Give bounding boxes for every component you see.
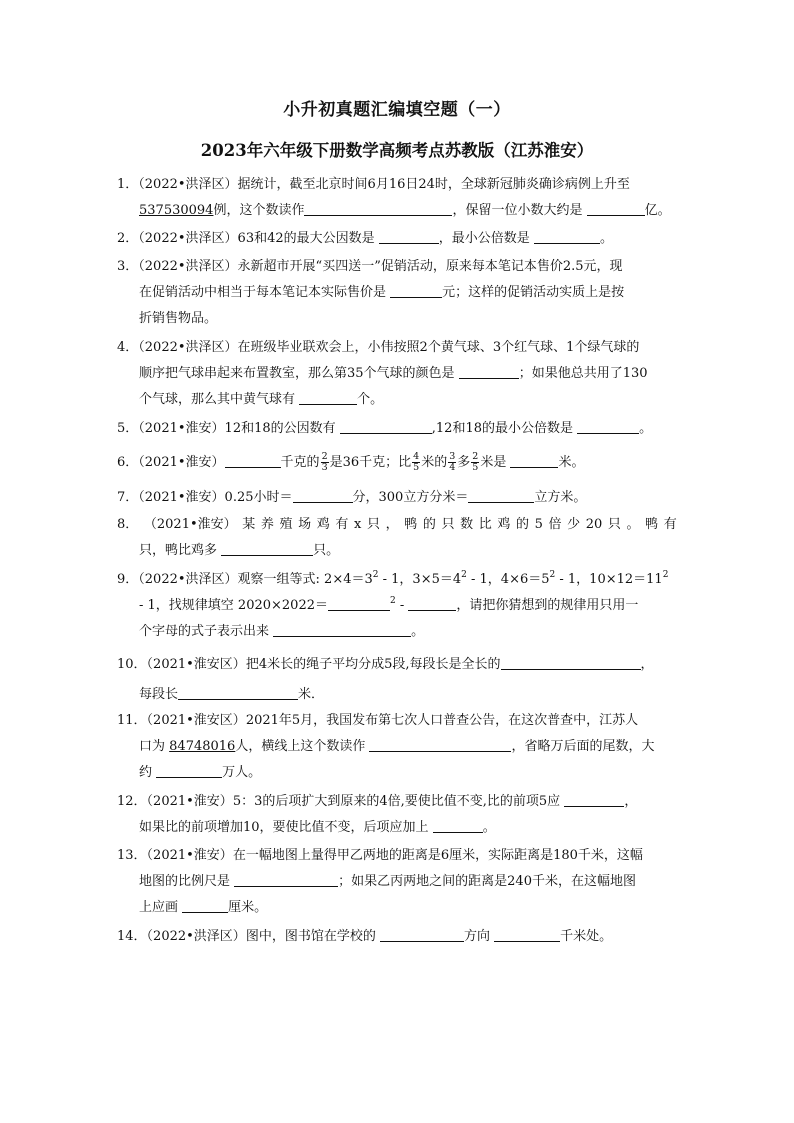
question-8-word: 有 xyxy=(335,517,349,532)
question-8-first-line: 8． （2021•淮安） 某 养 殖 场 鸡 有 x 只 ， 鸭 的 只 数 比 鸡 的 5 倍 少 20 只 。 鸭 有 xyxy=(117,512,677,538)
question-8-word: 只 xyxy=(607,517,621,532)
question-8-word: 比 xyxy=(478,517,492,532)
answer-blank[interactable] xyxy=(178,684,298,700)
answer-blank[interactable] xyxy=(459,363,519,379)
answer-blank[interactable] xyxy=(534,228,600,244)
answer-blank[interactable] xyxy=(273,621,411,637)
question-9: 9．（2022•洪泽区）观察一组等式: $2\times 4=3^2 - 1$，$3\times 5=4^2 - 1$，$4\times 6=5^2 - 1$，$10\times 12=11^2$ - 1，找规律填空 2020×2022＝ $^2$ - ，请把你猜想到的规律用只用一 个字母的式子表示出来 。 xyxy=(117,570,669,639)
question-11: 11．（2021•淮安区）2021年5月，我国发布第七次人口普查公告，在这次普查中，江苏人 口为 84748016人，横线上这个数读作 ，省略万后面的尾数，大 约 万人。 xyxy=(117,713,655,780)
question-8-word: 的 xyxy=(515,517,529,532)
question-4: 4．（2022•洪泽区）在班级毕业联欢会上，小伟按照2个黄气球、3个红气球、1个绿气球的 顺序把气球串起来布置教室，那么第35个气球的颜色是 ；如果他总共用了130 个气球，那么其中黄气球有 个。 xyxy=(117,340,648,407)
answer-blank[interactable] xyxy=(299,389,357,405)
answer-blank[interactable] xyxy=(379,228,439,244)
question-2: 2．（2022•洪泽区）63和42的最大公因数是 ，最小公倍数是 。 xyxy=(117,226,677,252)
question-8-word: 倍 xyxy=(548,517,562,532)
answer-blank[interactable] xyxy=(501,654,641,670)
answer-blank[interactable] xyxy=(408,595,456,611)
question-8-word: 少 xyxy=(567,517,581,532)
underlined-number: 537530094 xyxy=(139,203,214,218)
question-8-word: 的 xyxy=(422,517,436,532)
answer-blank[interactable] xyxy=(587,200,645,216)
question-7: 7．（2021•淮安）0.25小时＝ 分，300立方分米＝ 立方米。 xyxy=(117,485,677,511)
question-5: 5．（2021•淮安）12和18的公因数有 ,12和18的最小公倍数是 。 xyxy=(117,416,677,442)
answer-blank[interactable] xyxy=(234,871,338,887)
answer-blank[interactable] xyxy=(564,791,624,807)
answer-blank[interactable] xyxy=(225,452,281,468)
answer-blank[interactable] xyxy=(577,418,639,434)
answer-blank[interactable] xyxy=(433,817,483,833)
answer-blank[interactable] xyxy=(156,762,222,778)
question-8-word: 。 xyxy=(626,517,640,532)
answer-blank[interactable] xyxy=(468,487,534,503)
question-8-word: 数 xyxy=(460,517,474,532)
question-8-word: 鸡 xyxy=(316,517,330,532)
answer-blank[interactable] xyxy=(380,926,464,942)
question-8: 8． （2021•淮安） 某 养 殖 场 鸡 有 x 只 ， 鸭 的 只 数 比 鸡 的 5 倍 少 20 只 。 鸭 有 只，鸭比鸡多 只。 xyxy=(117,512,677,564)
question-12: 12．（2021•淮安）5：3的后项扩大到原来的4倍,要使比值不变,比的前项5应 ， 如果比的前项增加10，要使比值不变，后项应加上 。 xyxy=(117,789,677,841)
answer-blank[interactable] xyxy=(293,487,353,503)
question-13: 13．（2021•淮安）在一幅地图上量得甲乙两地的距离是6厘米，实际距离是180千米，这幅 地图的比例尺是 ；如果乙丙两地之间的距离是240千米，在这幅地图 上应画 厘米。 xyxy=(117,848,643,915)
answer-blank[interactable] xyxy=(390,282,442,298)
question-8-word: 殖 xyxy=(279,517,293,532)
answer-blank[interactable] xyxy=(328,595,390,611)
question-8-word: 某 xyxy=(242,517,256,532)
fraction: $\frac{3}{4}$ xyxy=(449,451,456,473)
question-8-word: ， xyxy=(385,517,399,532)
answer-blank[interactable] xyxy=(340,418,432,434)
question-8-word: 鸡 xyxy=(497,517,511,532)
answer-blank[interactable] xyxy=(494,926,560,942)
question-8-word: 鸭 xyxy=(645,517,659,532)
question-8-word: 养 xyxy=(260,517,274,532)
answer-blank[interactable] xyxy=(221,540,313,556)
question-8-word: 20 xyxy=(585,517,603,532)
question-8-word: x xyxy=(354,517,362,532)
question-1: 1．（2022•洪泽区）据统计，截至北京时间6月16日24时，全球新冠肺炎确诊病例上升至 537530094例，这个数读作 ，保留一位小数大约是 亿。 xyxy=(117,177,671,218)
question-8-word: 鸭 xyxy=(404,517,418,532)
page-title: 小升初真题汇编填空题（一） xyxy=(283,100,511,120)
answer-blank[interactable] xyxy=(510,452,558,468)
question-8-word: 只 xyxy=(366,517,380,532)
answer-blank[interactable] xyxy=(304,200,452,216)
question-8-word: 场 xyxy=(298,517,312,532)
question-8-word: 5 xyxy=(534,517,543,532)
underlined-number: 84748016 xyxy=(169,739,236,754)
answer-blank[interactable] xyxy=(369,736,511,752)
question-3: 3．（2022•洪泽区）永新超市开展“买四送一”促销活动，原来每本笔记本售价2.5元，现 在促销活动中相当于每本笔记本实际售价是 元；这样的促销活动实质上是按 折销售物品。 xyxy=(117,259,625,326)
answer-blank[interactable] xyxy=(182,897,228,913)
fraction: $\frac{2}{3}$ xyxy=(321,451,328,473)
question-14: 14．（2022•洪泽区）图中，图书馆在学校的 方向 千米处。 xyxy=(117,924,677,950)
question-10: 10．（2021•淮安区）把4米长的绳子平均分成5段,每段长是全长的 ， 每段长 米． xyxy=(117,652,677,708)
page-subtitle: 2023年六年级下册数学高频考点苏教版（江苏淮安） xyxy=(200,141,594,160)
question-8-word: 只 xyxy=(441,517,455,532)
fraction: $\frac{2}{5}$ xyxy=(472,451,479,473)
question-6: 6．（2021•淮安） 千克的 $\frac{2}{3}$ 是36千克；比 $\frac{4}{5}$ 米的 $\frac{3}{4}$ 多 $\frac{2}{5}$ 米是 米。 xyxy=(117,451,585,473)
fraction: $\frac{4}{5}$ xyxy=(413,451,420,473)
question-8-word: 有 xyxy=(663,517,677,532)
